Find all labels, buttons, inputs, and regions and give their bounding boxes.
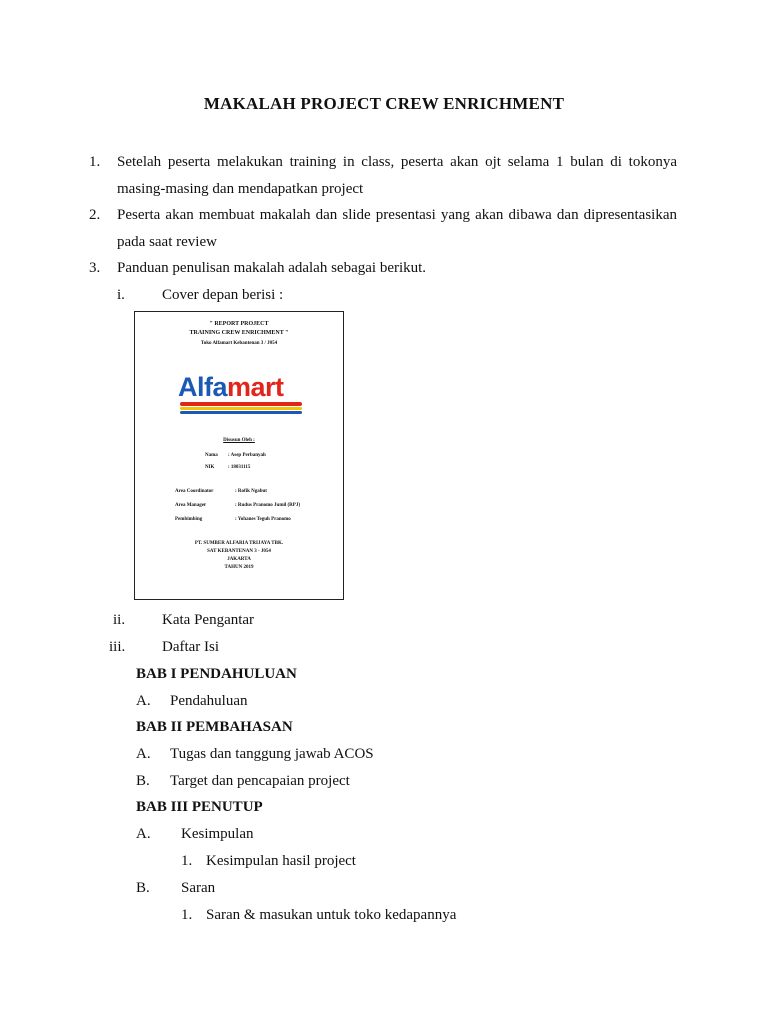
cover-page-image (134, 311, 344, 600)
cover-title-line-1: " REPORT PROJECT (209, 321, 269, 327)
list-item-1-line-1: Setelah peserta melakukan training in class, peserta akan ojt selama 1 bulan di tokonya (117, 154, 677, 170)
sublist-item-daftar-isi: Daftar Isi (162, 639, 220, 655)
cover-ac-label: Area Coordinator (175, 489, 214, 494)
cover-am-value: : Rudus Pranomo Jumil (RPJ) (235, 503, 301, 508)
bab-3-b1-number: 1. (181, 907, 193, 923)
bab-2-b-number: B. (136, 773, 150, 789)
list-number-3: 3. (89, 260, 101, 276)
bab-2-a-label: Tugas dan tanggung jawab ACOS (170, 746, 374, 762)
page-title: MAKALAH PROJECT CREW ENRICHMENT (203, 94, 565, 113)
cover-pb-label: Pembimbing (175, 517, 203, 522)
bab-1-a-label: Pendahuluan (170, 693, 248, 709)
bab-3-b1-label: Saran & masukan untuk toko kedapannya (206, 907, 457, 923)
list-number-1: 1. (89, 154, 101, 170)
cover-store-line: Toko Alfamart Kebantenan 3 / J054 (200, 341, 278, 346)
heading-bab-2: BAB II PEMBAHASAN (136, 719, 293, 735)
list-number-2: 2. (89, 207, 101, 223)
cover-company-line-3: JAKARTA (227, 557, 251, 562)
list-item-1-line-2: masing-masing dan mendapatkan project (117, 181, 364, 197)
bab-1-a-number: A. (136, 693, 151, 709)
cover-ac-value: : Rofik Ngabut (235, 489, 267, 494)
list-item-3-line-1: Panduan penulisan makalah adalah sebagai berikut. (117, 260, 427, 276)
sublist-item-kata-pengantar: Kata Pengantar (162, 612, 255, 628)
cover-company-line-2: SAT KEBANTENAN 3 - J054 (207, 549, 271, 554)
bab-3-a-number: A. (136, 826, 151, 842)
cover-nama-label: Nama (205, 453, 218, 458)
bab-2-a-number: A. (136, 746, 151, 762)
bab-3-a1-label: Kesimpulan hasil project (206, 853, 356, 869)
logo-alfa-text: Alfa (178, 372, 228, 402)
cover-title-line-2: TRAINING CREW ENRICHMENT " (189, 330, 289, 336)
cover-am-label: Area Manager (175, 503, 207, 508)
logo-red-stripe (180, 402, 302, 406)
bab-2-b-label: Target dan pencapaian project (170, 773, 350, 789)
sublist-item-cover: Cover depan berisi : (162, 287, 284, 303)
cover-pb-value: : Yohanes Teguh Pranomo (235, 517, 291, 522)
alfamart-logo (178, 372, 304, 416)
heading-bab-1: BAB I PENDAHULUAN (136, 666, 297, 682)
heading-bab-3: BAB III PENUTUP (136, 799, 263, 815)
logo-blue-stripe (180, 411, 302, 414)
logo-yellow-stripe (180, 407, 302, 410)
sublist-number-iii: iii. (109, 639, 126, 655)
list-item-2-line-2: pada saat review (117, 234, 217, 250)
sublist-number-i: i. (117, 287, 125, 303)
bab-3-a-label: Kesimpulan (181, 826, 254, 842)
cover-company-line-4: TAHUN 2019 (224, 565, 254, 570)
cover-nik-label: NIK (205, 465, 215, 470)
sublist-number-ii: ii. (113, 612, 126, 628)
list-item-2-line-1: Peserta akan membuat makalah dan slide presentasi yang akan dibawa dan dipresentasikan (117, 207, 677, 223)
bab-3-b-number: B. (136, 880, 150, 896)
bab-3-b-label: Saran (181, 880, 216, 896)
cover-nik-value: : 18031115 (228, 465, 251, 470)
logo-mart-text: mart (227, 372, 284, 402)
cover-nama-value: : Asep Perbanyah (228, 453, 266, 458)
bab-3-a1-number: 1. (181, 853, 193, 869)
cover-company-line-1: PT. SUMBER ALFARIA TRIJAYA TBK. (194, 541, 284, 546)
cover-disusun-oleh: Disusun Oleh : (223, 438, 255, 443)
